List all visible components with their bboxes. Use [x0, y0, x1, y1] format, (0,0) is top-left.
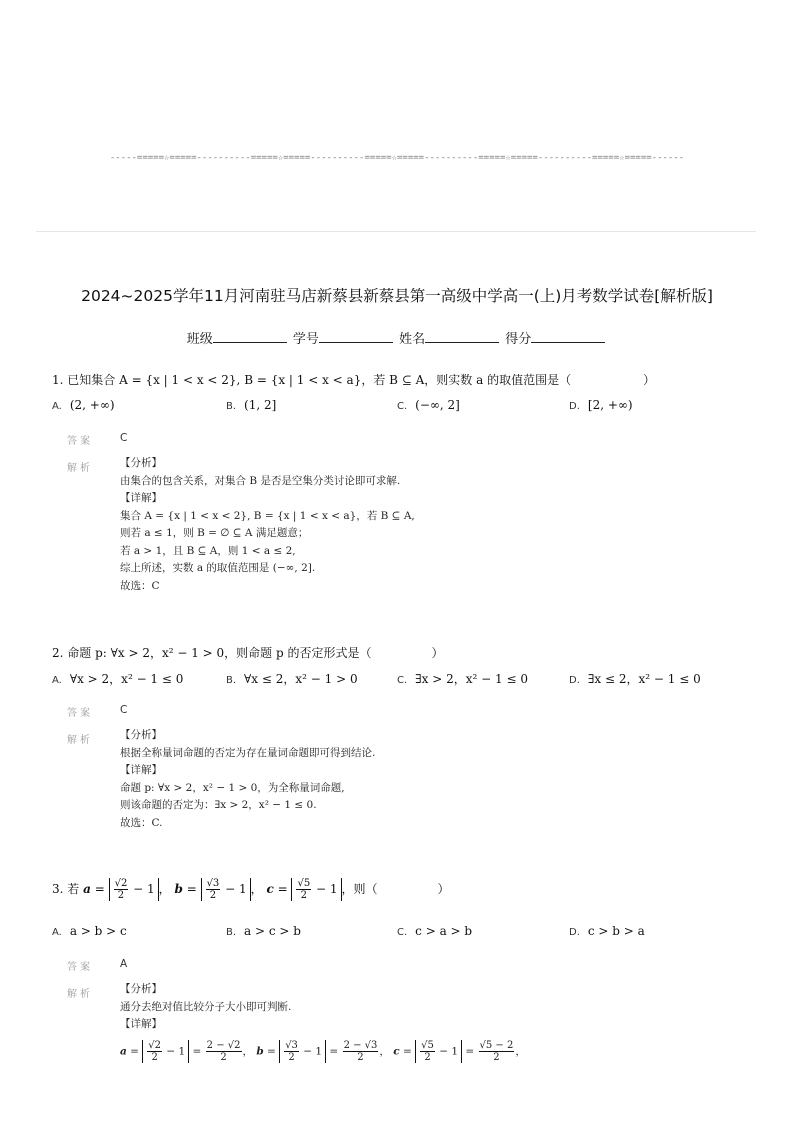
analysis-line: 【详解】	[120, 492, 162, 504]
option-a: A. (2, +∞)	[52, 398, 115, 412]
question-number: 1.	[52, 373, 64, 387]
question-number: 3.	[52, 882, 64, 896]
student-id-field-label: 学号	[292, 332, 319, 347]
question-3: 3. 若 a = $\frac{√2}{2}$ − 1 ， b = $\frac{√3}{2}$ − 1 ， c = $\frac{√5}{2}$ − 1 ，则（ ）	[52, 878, 450, 901]
student-info-line	[0, 328, 794, 347]
analysis-line: 集合 A = {x | 1 < x < 2}, B = {x | 1 < x < a}，若 B ⊆ A,	[120, 509, 415, 522]
class-blank	[213, 330, 287, 343]
page-title: 2024~2025学年11月河南驻马店新蔡县新蔡县第一高级中学高一(上)月考数学试卷[解析版]	[81, 287, 713, 305]
question-3-analysis	[120, 981, 526, 1063]
analysis-line: 综上所述，实数 a 的取值范围是 (−∞, 2].	[120, 562, 316, 574]
option-c: C. ∃x > 2，x² − 1 ≤ 0	[397, 672, 528, 686]
answer-value: C	[120, 704, 128, 716]
analysis-line: 由集合的包含关系，对集合 B 是否是空集分类讨论即可求解.	[120, 474, 401, 487]
question-2-analysis	[120, 727, 375, 832]
student-id-blank	[319, 330, 393, 343]
question-2	[52, 644, 444, 661]
answer-value: A	[120, 958, 128, 970]
analysis-formula-line: a = $\frac{√2}{2}$ − 1 = $\frac{2 - √2}{2}$ ， b = $\frac{√3}{2}$ − 1 = $\frac{2 - √3}{2}$ ， c = $\frac{√5}{2}$ − 1 = $\frac{√5 - 2}{2}$ ，	[120, 1039, 526, 1063]
analysis-line: 通分去绝对值比较分子大小即可判断.	[120, 1000, 292, 1013]
analysis-line: 故选：C.	[120, 816, 163, 829]
question-number: 2.	[52, 646, 64, 660]
option-d: D. [2, +∞)	[569, 398, 633, 412]
answer-label: 答案	[67, 962, 93, 973]
class-field-label: 班级	[186, 332, 213, 347]
question-stem: 命题 p: ∀x > 2，x² − 1 > 0，则命题 p 的否定形式是（ ）	[67, 646, 444, 660]
option-d: D. c > b > a	[569, 924, 645, 938]
name-blank	[425, 330, 499, 343]
analysis-label: 解析	[67, 463, 93, 474]
option-b: B. a > c > b	[226, 924, 301, 938]
question-stem-prefix: 若	[67, 882, 80, 896]
analysis-line: 【详解】	[120, 764, 162, 776]
analysis-line: 【分析】	[120, 729, 162, 741]
analysis-label: 解析	[67, 989, 93, 1000]
score-field-label: 得分	[505, 332, 532, 347]
question-1-analysis	[120, 455, 415, 595]
question-stem: 已知集合 A = {x | 1 < x < 2}, B = {x | 1 < x < a}，若 B ⊆ A，则实数 a 的取值范围是（ ）	[67, 373, 656, 387]
analysis-line: 命题 p: ∀x > 2，x² − 1 > 0，为全称量词命题,	[120, 781, 345, 794]
answer-value: C	[120, 432, 128, 444]
header-divider: -----=====☆=====----------=====☆=====----------=====☆=====----------=====☆=====----------=====☆=====------	[109, 153, 685, 163]
answer-label: 答案	[67, 708, 93, 719]
option-a: A. a > b > c	[52, 924, 127, 938]
analysis-line: 若 a > 1，且 B ⊆ A，则 1 < a ≤ 2,	[120, 544, 296, 557]
option-c: C. c > a > b	[397, 924, 473, 938]
answer-label: 答案	[67, 436, 93, 447]
option-c: C. (−∞, 2]	[397, 398, 460, 412]
score-blank	[531, 330, 605, 343]
option-a: A. ∀x > 2，x² − 1 ≤ 0	[52, 672, 184, 686]
name-field-label: 姓名	[399, 332, 426, 347]
analysis-line: 则若 a ≤ 1，则 B = ∅ ⊆ A 满足题意；	[120, 527, 309, 539]
option-b: B. (1, 2]	[226, 398, 277, 412]
option-d: D. ∃x ≤ 2，x² − 1 ≤ 0	[569, 672, 701, 686]
analysis-line: 根据全称量词命题的否定为存在量词命题即可得到结论.	[120, 746, 376, 759]
analysis-line: 【分析】	[120, 983, 162, 995]
analysis-line: 故选：C	[120, 579, 160, 592]
question-1	[52, 371, 655, 388]
analysis-line: 【详解】	[120, 1018, 162, 1030]
analysis-line: 则该命题的否定为：∃x > 2，x² − 1 ≤ 0.	[120, 799, 317, 811]
horizontal-rule	[36, 231, 756, 232]
analysis-label: 解析	[67, 735, 93, 746]
analysis-line: 【分析】	[120, 457, 162, 469]
option-b: B. ∀x ≤ 2，x² − 1 > 0	[226, 672, 358, 686]
